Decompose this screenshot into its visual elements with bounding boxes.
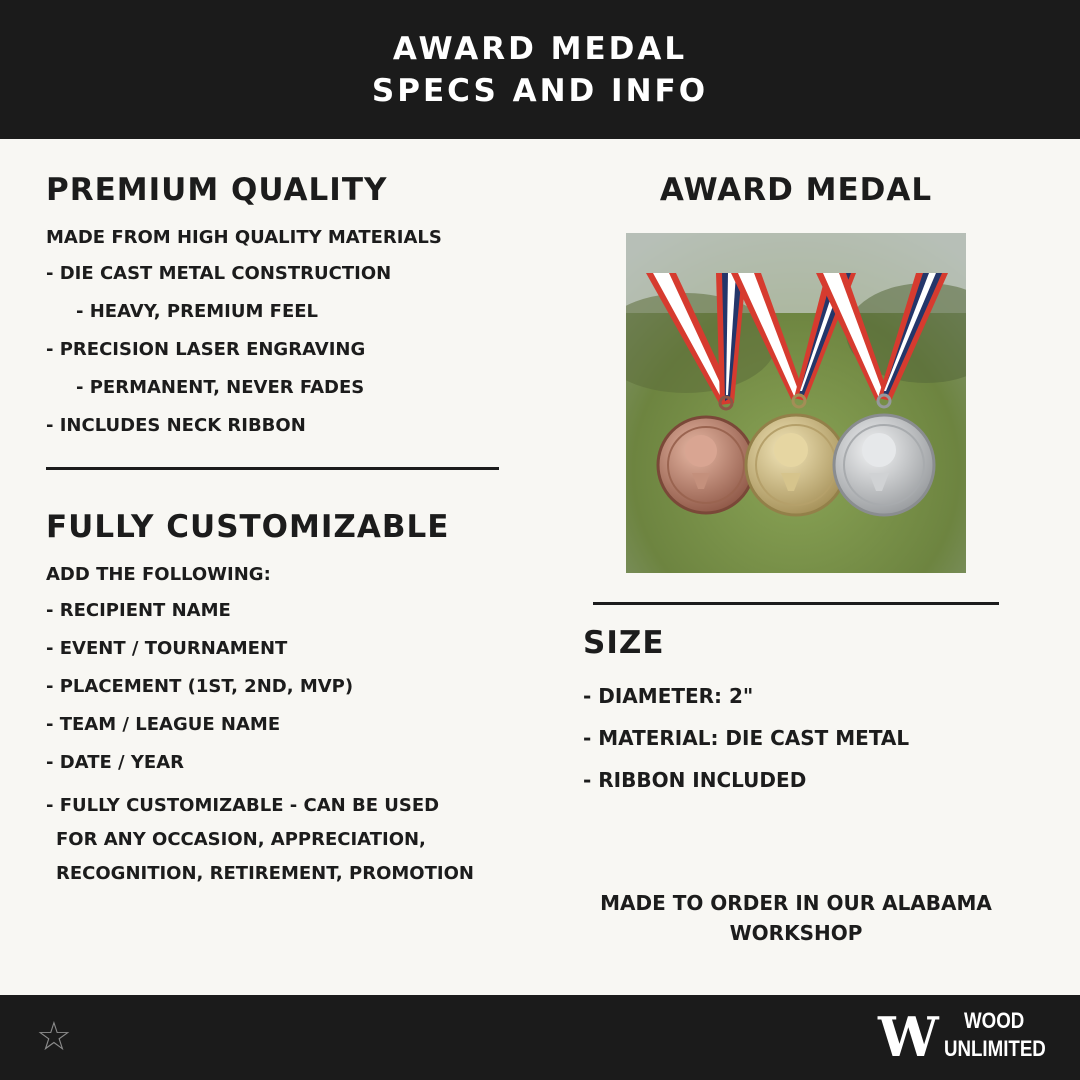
list-item: - MATERIAL: DIE CAST METAL <box>583 726 910 750</box>
list-item: - PERMANENT, NEVER FADES <box>76 377 365 398</box>
product-title: AWARD MEDAL <box>659 172 933 208</box>
size-heading: SIZE <box>583 625 665 661</box>
premium-intro: MADE FROM HIGH QUALITY MATERIALS <box>46 227 442 248</box>
premium-list <box>46 262 506 438</box>
header-banner <box>0 0 1080 139</box>
size-section <box>583 623 1023 809</box>
logo-text-wood: WOOD <box>964 1008 1025 1033</box>
premium-quality-heading: PREMIUM QUALITY <box>46 172 388 208</box>
list-item: - RECIPIENT NAME <box>46 600 231 621</box>
list-item: - RIBBON INCLUDED <box>583 768 807 792</box>
list-item: - PLACEMENT (1ST, 2ND, MVP) <box>46 676 354 697</box>
list-item: - TEAM / LEAGUE NAME <box>46 714 281 735</box>
customizable-note <box>46 789 506 891</box>
list-item: - DATE / YEAR <box>46 752 185 773</box>
customizable-intro: ADD THE FOLLOWING: <box>46 564 271 585</box>
customizable-list <box>46 599 506 775</box>
left-column <box>46 170 506 891</box>
section-divider <box>46 467 499 470</box>
customizable-heading: FULLY CUSTOMIZABLE <box>46 509 450 545</box>
medals-illustration <box>626 233 966 573</box>
list-item: - PRECISION LASER ENGRAVING <box>46 339 366 360</box>
size-list <box>583 683 1023 793</box>
note-line-3: RECOGNITION, RETIREMENT, PROMOTION <box>56 863 474 884</box>
note-line-1: - FULLY CUSTOMIZABLE - CAN BE USED <box>46 795 440 816</box>
star-outline-icon: ☆ <box>36 1014 72 1060</box>
made-line-1: MADE TO ORDER IN OUR ALABAMA <box>600 891 992 915</box>
header-title-line2: SPECS AND INFO <box>371 72 709 109</box>
made-to-order-note <box>583 888 1009 948</box>
header-title-line1: AWARD MEDAL <box>392 30 688 67</box>
list-item: - HEAVY, PREMIUM FEEL <box>76 301 319 322</box>
section-divider <box>593 602 999 605</box>
wood-unlimited-logo <box>878 1007 1058 1067</box>
list-item: - INCLUDES NECK RIBBON <box>46 415 306 436</box>
footer-bar <box>0 995 1080 1080</box>
made-line-2: WORKSHOP <box>729 921 863 945</box>
list-item: - EVENT / TOURNAMENT <box>46 638 288 659</box>
logo-text-unlimited: UNLIMITED <box>944 1036 1046 1061</box>
medal-product-image <box>626 233 966 573</box>
list-item: - DIE CAST METAL CONSTRUCTION <box>46 263 392 284</box>
note-line-2: FOR ANY OCCASION, APPRECIATION, <box>56 829 426 850</box>
customizable-section <box>46 507 506 891</box>
logo-w-mark: W <box>878 1005 929 1069</box>
list-item: - DIAMETER: 2" <box>583 684 754 708</box>
